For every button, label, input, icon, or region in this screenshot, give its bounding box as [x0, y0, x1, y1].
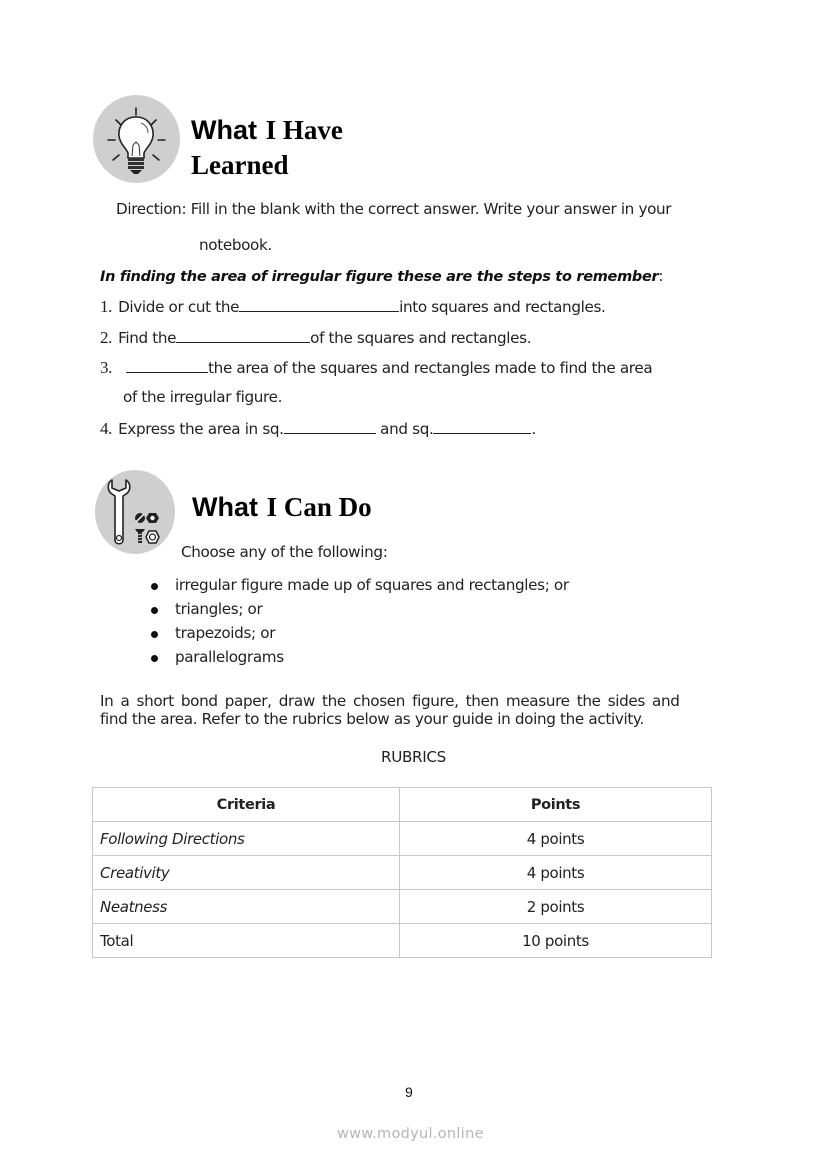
- bullet-icon: [151, 607, 158, 614]
- table-header-row: [93, 788, 712, 822]
- option-item: irregular figure made up of squares and rectangles; or: [175, 576, 569, 594]
- answer-blank-4a[interactable]: [284, 419, 376, 434]
- step-item-2: 2. Find the of the squares and rectangles.: [100, 328, 532, 347]
- direction-text-line2: notebook.: [199, 236, 272, 254]
- criteria-cell: Following Directions: [93, 822, 400, 856]
- criteria-cell: Creativity: [93, 856, 400, 890]
- step-item-1: 1. Divide or cut the into squares and rectangles.: [100, 297, 606, 316]
- points-cell: 2 points: [400, 890, 712, 924]
- activity-instruction-line2: find the area. Refer to the rubrics below as your guide in doing the activity.: [100, 710, 644, 728]
- option-item: trapezoids; or: [175, 624, 276, 642]
- steps-intro: In finding the area of irregular figure these are the steps to remember:: [100, 267, 664, 285]
- table-row: [93, 856, 712, 890]
- table-row: [93, 822, 712, 856]
- table-row-total: [93, 924, 712, 958]
- option-item: parallelograms: [175, 648, 284, 666]
- lightbulb-icon: [93, 95, 180, 183]
- rubrics-title: RUBRICS: [381, 748, 446, 766]
- table-row: [93, 890, 712, 924]
- points-cell: 4 points: [400, 822, 712, 856]
- points-cell: 10 points: [400, 924, 712, 958]
- wrench-tools-icon: [95, 470, 175, 554]
- rubric-table: [92, 787, 712, 958]
- bullet-icon: [151, 655, 158, 662]
- option-item: triangles; or: [175, 600, 263, 618]
- answer-blank-3[interactable]: [126, 358, 208, 373]
- step-item-4: 4. Express the area in sq. and sq. .: [100, 419, 536, 438]
- bullet-icon: [151, 631, 158, 638]
- column-header-points: Points: [400, 788, 712, 822]
- points-cell: 4 points: [400, 856, 712, 890]
- answer-blank-4b[interactable]: [433, 419, 531, 434]
- watermark: www.modyul.online: [337, 1126, 484, 1142]
- column-header-criteria: Criteria: [93, 788, 400, 822]
- answer-blank-2[interactable]: [176, 328, 310, 343]
- section-title-what-i-can-do: What I Can Do: [192, 492, 372, 522]
- answer-blank-1[interactable]: [239, 297, 399, 312]
- page-number: 9: [405, 1084, 413, 1100]
- activity-instruction-line1: In a short bond paper, draw the chosen figure, then measure the sides and: [100, 692, 680, 710]
- choose-instruction: Choose any of the following:: [181, 543, 388, 561]
- section-title-what-i-have-learned: What I Have Learned: [191, 115, 343, 180]
- criteria-cell: Neatness: [93, 890, 400, 924]
- direction-text-line1: Direction: Fill in the blank with the correct answer. Write your answer in your: [116, 200, 672, 218]
- step-item-3: 3. the area of the squares and rectangles made to find the area: [100, 358, 653, 377]
- step-item-3-continuation: of the irregular figure.: [123, 388, 283, 406]
- criteria-cell: Total: [93, 924, 400, 958]
- bullet-icon: [151, 583, 158, 590]
